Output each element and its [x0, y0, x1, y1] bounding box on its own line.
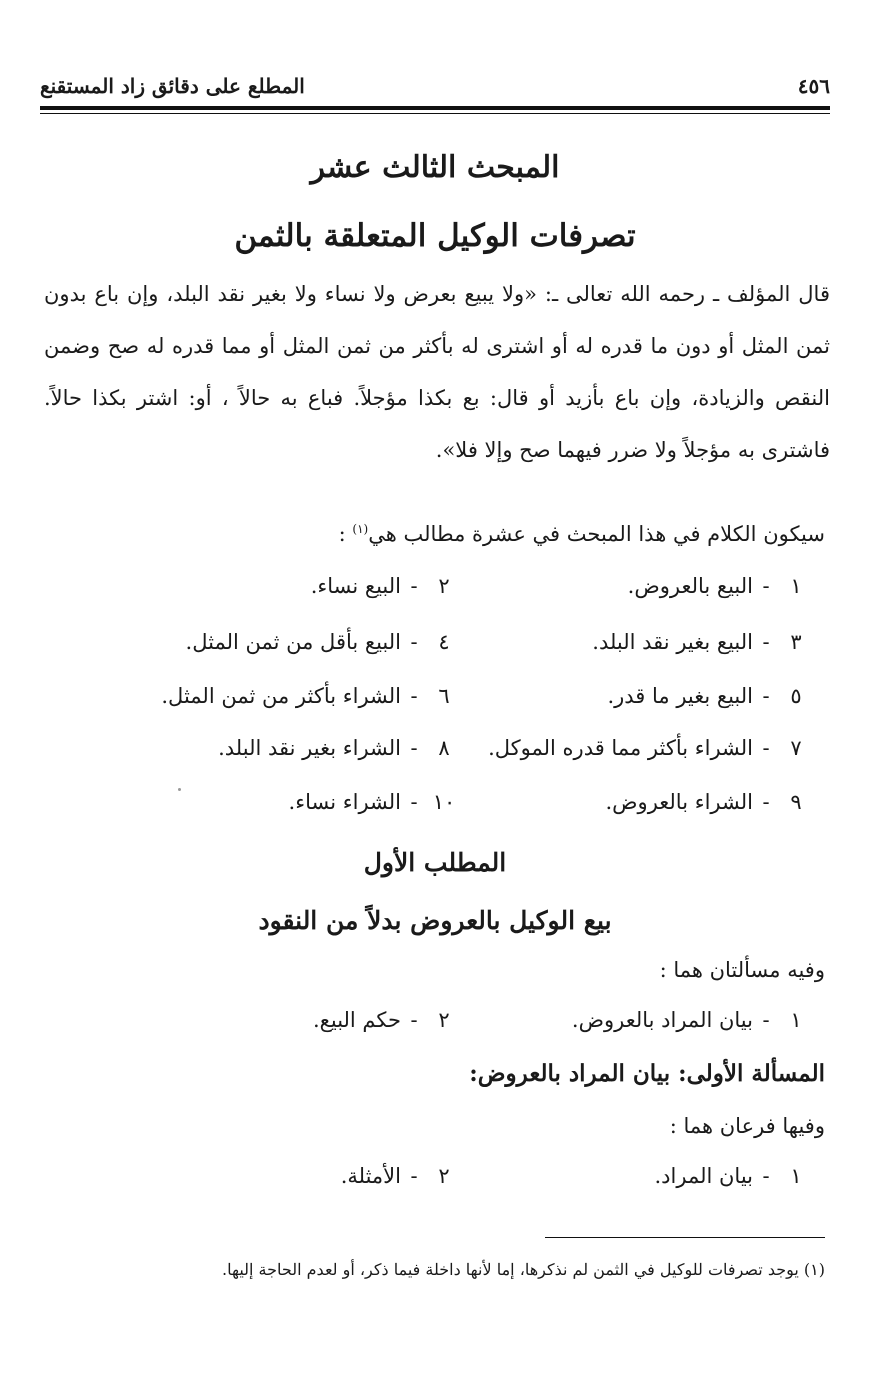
list-item: [488, 736, 813, 760]
item-text: الشراء بالعروض.: [605, 790, 753, 814]
header-rule-thick: [40, 106, 830, 110]
item-dash: -: [410, 684, 418, 708]
topics-intro-text: سيكون الكلام في هذا المبحث في عشرة مطالب هي: [368, 522, 825, 546]
book-title: المطلع على دقائق زاد المستقنع: [40, 74, 305, 98]
item-dash: -: [410, 1164, 418, 1188]
item-dash: -: [410, 1008, 418, 1032]
quote-line: قال المؤلف ـ رحمه الله تعالى ـ: «ولا يبيع بعرض ولا نساء ولا بغير نقد: [217, 282, 830, 306]
item-number: ١: [790, 1164, 802, 1188]
footnote-rule: [545, 1237, 825, 1238]
list-item: [572, 1008, 813, 1032]
item-dash: -: [410, 574, 418, 598]
section-heading: المبحث الثالث عشر: [310, 150, 560, 185]
item-number: ٢: [438, 1008, 450, 1032]
header-rule-thin: [40, 113, 830, 114]
issues-row: [40, 1008, 813, 1048]
item-dash: -: [762, 736, 770, 760]
item-dash: -: [410, 630, 418, 654]
quote-line: بكذا مؤجلاً. فباع به حالاً ، أو: اشتر بكذا حالاً. فاشترى به مؤجلاً ولا ضرر: [44, 386, 830, 462]
list-item: [289, 790, 461, 814]
page-header: [40, 74, 830, 104]
item-number: ١٠: [432, 790, 456, 814]
subsection-heading: المطلب الأول: [363, 848, 507, 877]
list-item: [655, 1164, 814, 1188]
topics-row: [40, 790, 813, 830]
branches-row: [40, 1164, 813, 1204]
item-number: ٥: [790, 684, 802, 708]
topics-intro-suffix: :: [338, 522, 346, 546]
item-text: البيع بغير ما قدر.: [607, 684, 753, 708]
topics-row: [40, 630, 813, 670]
item-number: ٦: [438, 684, 450, 708]
list-item: [607, 684, 813, 708]
item-number: ٣: [790, 630, 802, 654]
branches-intro: وفيها فرعان هما :: [669, 1114, 825, 1138]
item-number: ٤: [438, 630, 450, 654]
item-text: الشراء نساء.: [288, 790, 401, 814]
item-text: البيع نساء.: [310, 574, 401, 598]
item-text: بيان المراد.: [654, 1164, 753, 1188]
footnote: (١) يوجد تصرفات للوكيل في الثمن لم نذكرها، إما لأنها داخلة فيما ذكر، أو لعدم الحاجة إليها.: [221, 1260, 825, 1279]
scan-speck: [178, 788, 181, 791]
item-dash: -: [410, 736, 418, 760]
list-item: [592, 630, 813, 654]
list-item: [341, 1164, 461, 1188]
item-number: ٢: [438, 574, 450, 598]
item-dash: -: [410, 790, 418, 814]
item-dash: -: [762, 574, 770, 598]
quote-paragraph: [44, 268, 830, 476]
item-dash: -: [762, 684, 770, 708]
list-item: [161, 684, 461, 708]
list-item: [628, 574, 813, 598]
item-dash: -: [762, 630, 770, 654]
item-number: ٢: [438, 1164, 450, 1188]
item-text: الأمثلة.: [340, 1164, 401, 1188]
item-text: البيع بغير نقد البلد.: [592, 630, 753, 654]
list-item: [186, 630, 461, 654]
list-item: [218, 736, 461, 760]
first-issue-heading: المسألة الأولى: بيان المراد بالعروض:: [469, 1060, 825, 1087]
item-number: ٨: [438, 736, 450, 760]
item-text: الشراء بأكثر من ثمن المثل.: [161, 684, 401, 708]
item-dash: -: [762, 790, 770, 814]
page-number: ٤٥٦: [797, 74, 830, 98]
quote-line: المثل أو مما قدره له صح وضمن النقص والزيادة، وإن باع بأزيد أو قال: بع: [44, 334, 830, 410]
item-dash: -: [762, 1008, 770, 1032]
item-number: ٧: [790, 736, 802, 760]
item-number: ١: [790, 574, 802, 598]
topics-row: [40, 684, 813, 724]
footnote-ref: (١): [352, 522, 369, 536]
item-number: ١: [790, 1008, 802, 1032]
item-text: بيان المراد بالعروض.: [571, 1008, 753, 1032]
item-number: ٩: [790, 790, 802, 814]
item-text: البيع بالعروض.: [627, 574, 753, 598]
topics-row: [40, 736, 813, 776]
item-text: الشراء بأكثر مما قدره الموكل.: [488, 736, 753, 760]
item-dash: -: [762, 1164, 770, 1188]
quote-line: فيهما صح وإلا فلا».: [435, 438, 602, 462]
topics-row: [40, 574, 813, 614]
list-item: [605, 790, 813, 814]
quote-line: البلد، وإن باع بدون ثمن المثل أو دون ما قدره له أو اشترى له بأكثر من ثمن: [44, 282, 830, 358]
topics-intro: [339, 522, 825, 546]
issues-intro: وفيه مسألتان هما :: [659, 958, 825, 982]
section-title: تصرفات الوكيل المتعلقة بالثمن: [234, 218, 636, 254]
item-text: الشراء بغير نقد البلد.: [218, 736, 401, 760]
item-text: حكم البيع.: [313, 1008, 401, 1032]
item-text: البيع بأقل من ثمن المثل.: [185, 630, 401, 654]
list-item: [313, 1008, 461, 1032]
subsection-title: بيع الوكيل بالعروض بدلاً من النقود: [258, 906, 612, 935]
list-item: [311, 574, 461, 598]
